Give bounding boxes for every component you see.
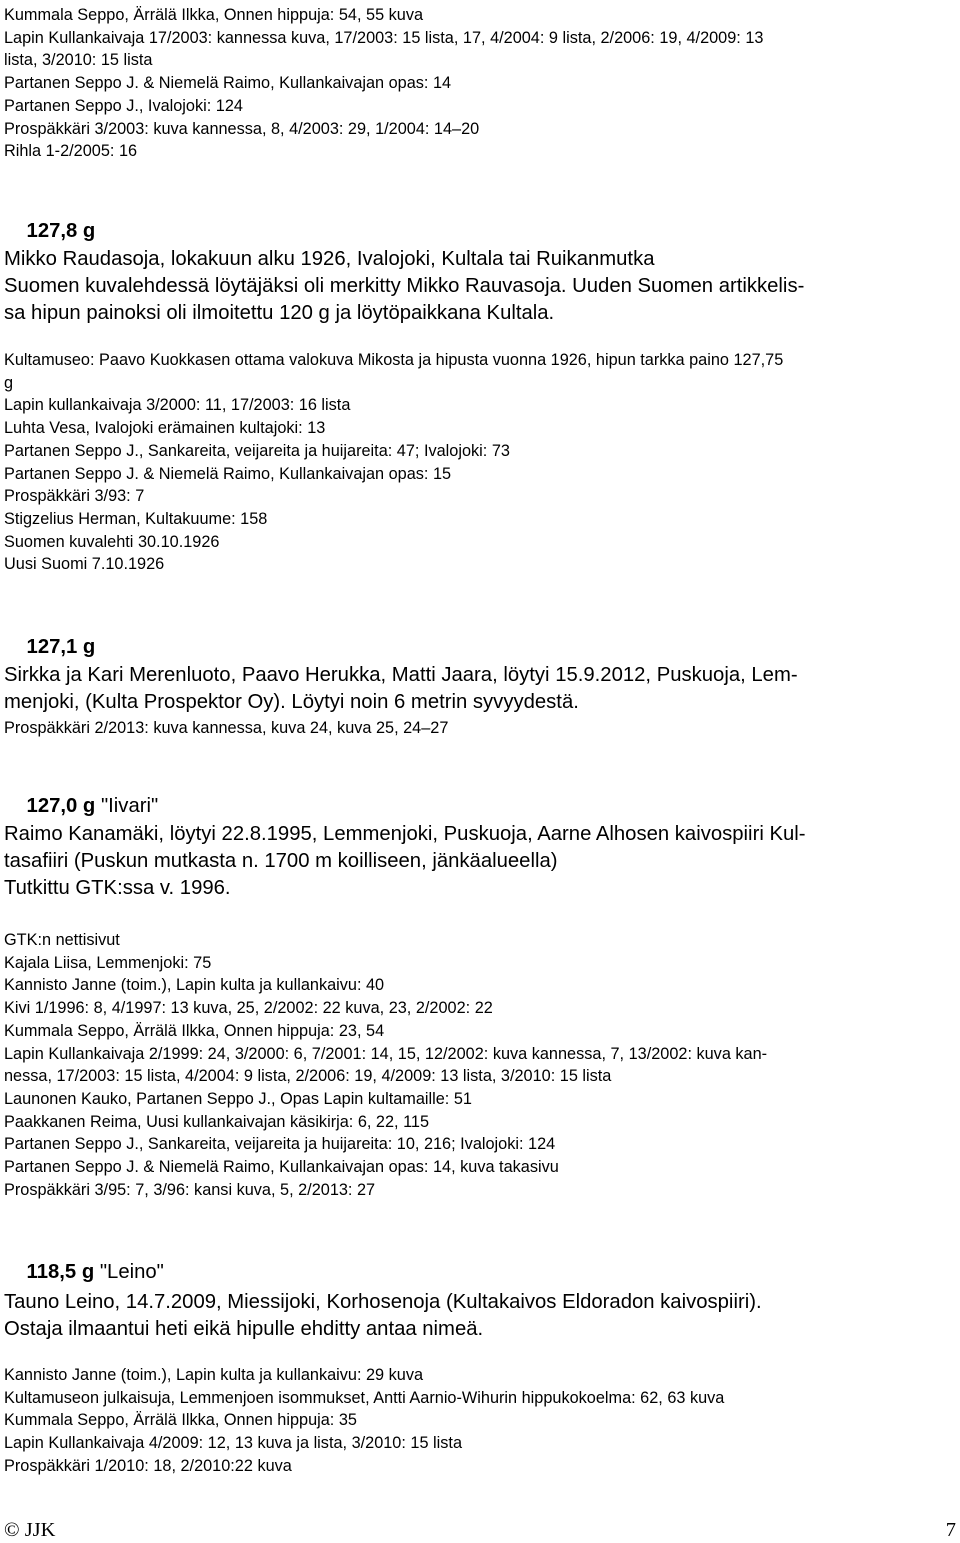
reference-line: Partanen Seppo J. & Niemelä Raimo, Kullankaivajan opas: 14, kuva takasivu [4, 1158, 559, 1177]
reference-line: Lapin kullankaivaja 3/2000: 11, 17/2003: 16 lista [4, 396, 351, 415]
reference-line: Prospäkkäri 1/2010: 18, 2/2010:22 kuva [4, 1456, 292, 1475]
reference-line: Kummala Seppo, Ärrälä Ilkka, Onnen hippuja: 35 [4, 1411, 357, 1430]
reference-line: lista, 3/2010: 15 lista [4, 51, 153, 70]
nugget-weight: 127,0 g [26, 795, 96, 817]
page-footer [0, 1517, 960, 1543]
reference-line: Kajala Liisa, Lemmenjoki: 75 [4, 953, 212, 972]
description-line: Tutkittu GTK:ssa v. 1996. [4, 877, 231, 899]
reference-line: GTK:n nettisivut [4, 931, 120, 949]
description-line: Raimo Kanamäki, löytyi 22.8.1995, Lemmenjoki, Puskuoja, Aarne Alhosen kaivospiiri Kul- [4, 823, 806, 845]
reference-line: Prospäkkäri 3/93: 7 [4, 487, 145, 506]
page-number: 7 [945, 1519, 956, 1541]
description-line: menjoki, (Kulta Prospektor Oy). Löytyi noin 6 metrin syvyydestä. [4, 691, 579, 713]
reference-list [4, 1364, 724, 1478]
reference-list [4, 717, 448, 740]
reference-line: Kummala Seppo, Ärrälä Ilkka, Onnen hippuja: 23, 54 [4, 1021, 385, 1040]
nugget-name: "Iivari" [95, 795, 159, 817]
reference-line: Partanen Seppo J., Ivalojoki: 124 [4, 96, 243, 115]
nugget-description [4, 1289, 762, 1343]
reference-line: Lapin Kullankaivaja 17/2003: kannessa kuva, 17/2003: 15 lista, 17, 4/2004: 9 lista, 2/2006: 19, 4/2009: 13 [4, 28, 764, 47]
reference-line: Launonen Kauko, Partanen Seppo J., Opas Lapin kultamaille: 51 [4, 1089, 472, 1108]
reference-line: Uusi Suomi 7.10.1926 [4, 555, 165, 574]
reference-line: Partanen Seppo J., Sankareita, veijareita ja huijareita: 47; Ivalojoki: 73 [4, 441, 510, 460]
description-line: Suomen kuvalehdessä löytäjäksi oli merkitty Mikko Rauvasoja. Uuden Suomen artikkelis- [4, 275, 805, 297]
reference-line: nessa, 17/2003: 15 lista, 4/2004: 9 lista, 2/2006: 19, 4/2009: 13 lista, 3/2010: 15 lista [4, 1067, 612, 1086]
nugget-description [4, 246, 804, 327]
reference-line: Partanen Seppo J. & Niemelä Raimo, Kullankaivajan opas: 14 [4, 74, 452, 93]
reference-line: Stigzelius Herman, Kultakuume: 158 [4, 509, 268, 528]
nugget-weight: 118,5 g [26, 1261, 95, 1283]
reference-list [4, 349, 783, 576]
nugget-description [4, 662, 798, 716]
footer-copyright: © JJK [4, 1519, 56, 1541]
nugget-weight: 127,8 g [26, 220, 96, 242]
reference-line: Kummala Seppo, Ärrälä Ilkka, Onnen hippuja: 54, 55 kuva [4, 6, 424, 24]
reference-line: Lapin Kullankaivaja 4/2009: 12, 13 kuva ja lista, 3/2010: 15 lista [4, 1434, 462, 1453]
description-line: Tauno Leino, 14.7.2009, Miessijoki, Korhosenoja (Kultakaivos Eldoradon kaivospiiri). [4, 1291, 762, 1313]
description-line: sa hipun painoksi oli ilmoitettu 120 g ja löytöpaikkana Kultala. [4, 302, 555, 324]
reference-line: Partanen Seppo J. & Niemelä Raimo, Kullankaivajan opas: 15 [4, 464, 452, 483]
nugget-description [4, 821, 806, 902]
reference-list [4, 929, 767, 1201]
reference-line: Kultamuseo: Paavo Kuokkasen ottama valokuva Mikosta ja hipusta vuonna 1926, hipun tarkka paino 127,75 [4, 351, 784, 369]
reference-list [4, 4, 763, 163]
reference-line: Kannisto Janne (toim.), Lapin kulta ja kullankaivu: 40 [4, 976, 385, 995]
reference-line: Lapin Kullankaivaja 2/1999: 24, 3/2000: 6, 7/2001: 14, 15, 12/2002: kuva kannessa, 7, 13/2002: kuva kan- [4, 1044, 768, 1063]
reference-line: Prospäkkäri 3/2003: kuva kannessa, 8, 4/2003: 29, 1/2004: 14–20 [4, 119, 480, 138]
description-line: tasafiiri (Puskun mutkasta n. 1700 m koilliseen, jänkäalueella) [4, 850, 558, 872]
reference-line: Suomen kuvalehti 30.10.1926 [4, 532, 220, 551]
description-line: Mikko Raudasoja, lokakuun alku 1926, Ivalojoki, Kultala tai Ruikanmutka [4, 248, 655, 270]
reference-line: Partanen Seppo J., Sankareita, veijareita ja huijareita: 10, 216; Ivalojoki: 124 [4, 1135, 556, 1154]
reference-line: Kultamuseon julkaisuja, Lemmenjoen isommukset, Antti Aarnio-Wihurin hippukokoelma: 62, 63 kuva [4, 1388, 725, 1407]
description-line: Ostaja ilmaantui heti eikä hipulle ehditty antaa nimeä. [4, 1318, 484, 1340]
reference-line: Kivi 1/1996: 8, 4/1997: 13 kuva, 25, 2/2002: 22 kuva, 23, 2/2002: 22 [4, 999, 493, 1018]
reference-line: Luhta Vesa, Ivalojoki erämainen kultajoki: 13 [4, 419, 326, 438]
nugget-name: "Leino" [94, 1261, 164, 1283]
reference-line: Kannisto Janne (toim.), Lapin kulta ja kullankaivu: 29 kuva [4, 1366, 424, 1384]
reference-line: g [4, 373, 14, 392]
reference-line: Paakkanen Reima, Uusi kullankaivajan käsikirja: 6, 22, 115 [4, 1112, 430, 1131]
reference-line: Prospäkkäri 3/95: 7, 3/96: kansi kuva, 5, 2/2013: 27 [4, 1180, 376, 1199]
reference-line: Prospäkkäri 2/2013: kuva kannessa, kuva 24, kuva 25, 24–27 [4, 719, 449, 737]
description-line: Sirkka ja Kari Merenluoto, Paavo Herukka, Matti Jaara, löytyi 15.9.2012, Puskuoja, Lem- [4, 664, 798, 686]
reference-line: Rihla 1-2/2005: 16 [4, 142, 138, 161]
nugget-weight: 127,1 g [26, 636, 96, 658]
